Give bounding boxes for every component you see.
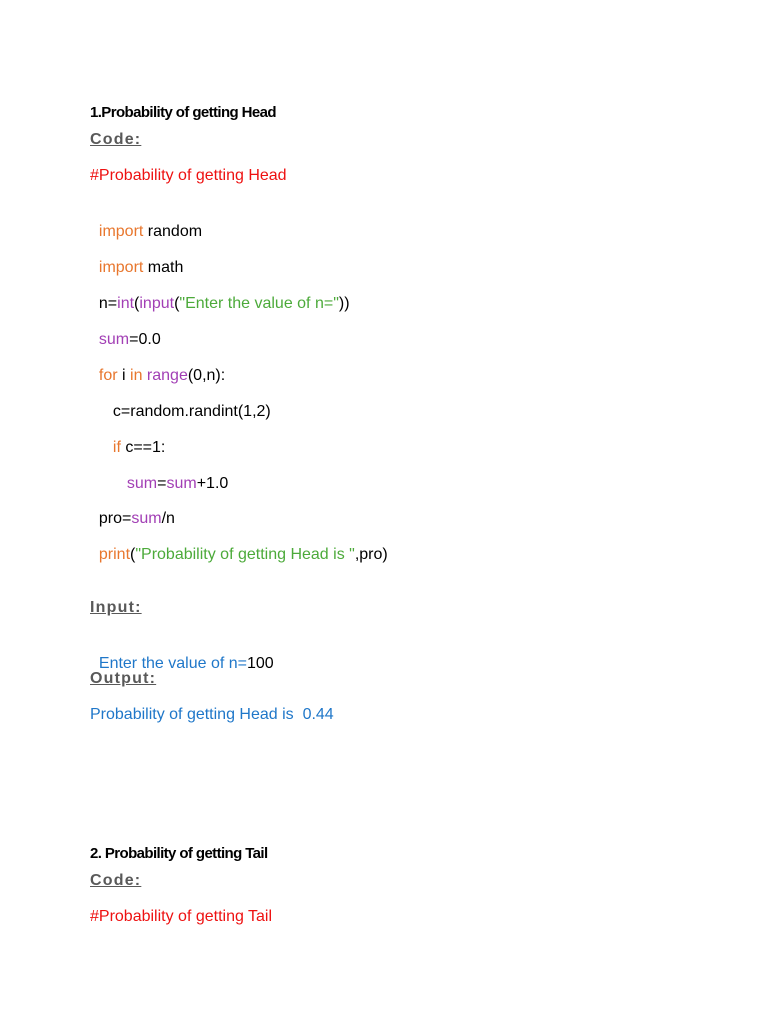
module-name: math bbox=[143, 259, 184, 276]
code-text: ( bbox=[134, 295, 140, 312]
builtin-range: range bbox=[142, 367, 188, 384]
code-text: c=random.randint(1,2) bbox=[112, 403, 271, 420]
code-text: = bbox=[157, 475, 167, 492]
input-value: 100 bbox=[247, 655, 274, 672]
output-text: Probability of getting Head is 0.44 bbox=[90, 706, 334, 723]
keyword-if: if bbox=[112, 439, 121, 456]
section-1-title: 1.Probability of getting Head bbox=[90, 104, 276, 121]
keyword-import: import bbox=[98, 223, 144, 240]
input-prompt: Enter the value of n= bbox=[98, 655, 247, 672]
code-text: ,pro) bbox=[354, 546, 388, 563]
section-2-title: 2. Probability of getting Tail bbox=[90, 845, 268, 862]
code-line-input bbox=[90, 274, 350, 314]
code-line-randint bbox=[104, 382, 271, 422]
builtin-sum: sum bbox=[131, 510, 162, 527]
code-label: Code: bbox=[90, 131, 142, 148]
code-line-print bbox=[90, 525, 388, 565]
builtin-sum: sum bbox=[98, 331, 130, 348]
input-label: Input: bbox=[90, 599, 142, 616]
module-name: random bbox=[143, 223, 203, 240]
builtin-int: int bbox=[117, 295, 135, 312]
code-text: c==1: bbox=[120, 439, 166, 456]
builtin-sum: sum bbox=[166, 475, 197, 492]
builtin-sum: sum bbox=[126, 475, 158, 492]
code-text: n= bbox=[98, 295, 118, 312]
string-literal: "Enter the value of n=" bbox=[179, 295, 339, 312]
builtin-print: print bbox=[98, 546, 131, 563]
input-line bbox=[90, 634, 274, 674]
code-line-for bbox=[90, 346, 225, 386]
code-text: (0,n): bbox=[187, 367, 226, 384]
code-text: /n bbox=[161, 510, 175, 527]
code-text: i bbox=[117, 367, 131, 384]
code-line-sum-add bbox=[118, 454, 228, 494]
string-literal: "Probability of getting Head is " bbox=[135, 546, 355, 563]
code-text: +1.0 bbox=[196, 475, 229, 492]
builtin-input: input bbox=[139, 295, 175, 312]
keyword-in: in bbox=[130, 367, 143, 384]
code-text: =0.0 bbox=[129, 331, 161, 348]
code-label: Code: bbox=[90, 872, 142, 889]
code-text: ( bbox=[130, 546, 136, 563]
code-text: pro= bbox=[98, 510, 132, 527]
code-line-import-math bbox=[90, 238, 183, 278]
code-comment: #Probability of getting Tail bbox=[90, 908, 273, 925]
code-text: ( bbox=[174, 295, 180, 312]
keyword-for: for bbox=[98, 367, 118, 384]
code-line-pro bbox=[90, 489, 175, 529]
code-line-sum-init bbox=[90, 310, 161, 350]
code-line-if bbox=[104, 418, 165, 458]
code-text: )) bbox=[338, 295, 350, 312]
code-line-import-random bbox=[90, 202, 202, 242]
code-comment: #Probability of getting Head bbox=[90, 167, 287, 184]
output-label: Output: bbox=[90, 670, 157, 687]
keyword-import: import bbox=[98, 259, 144, 276]
